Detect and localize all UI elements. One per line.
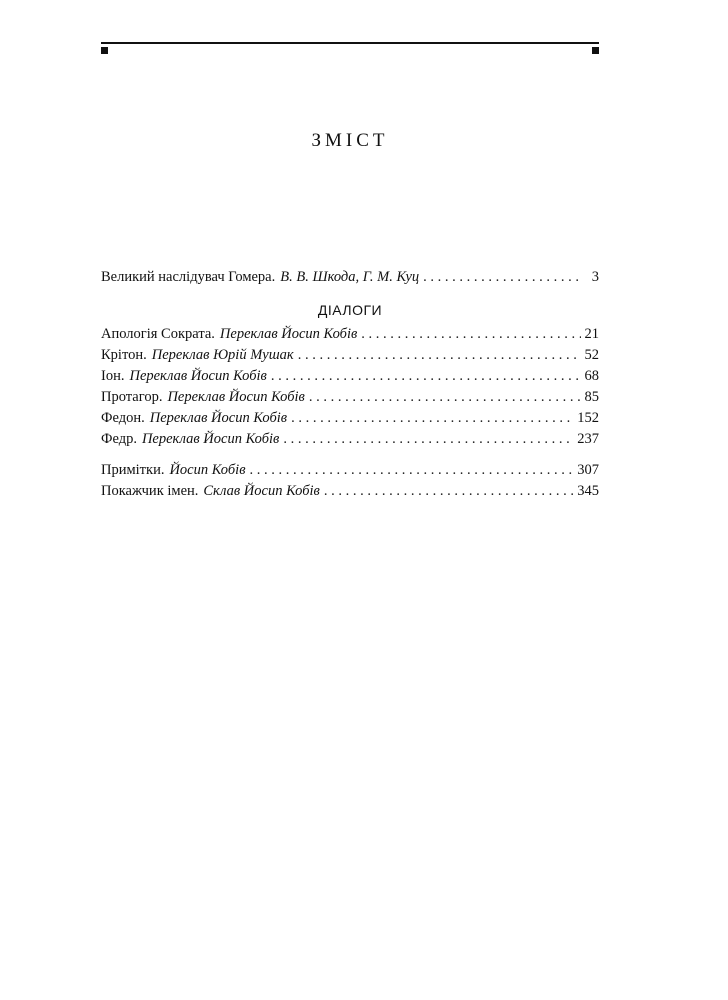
dot-leader [298,345,581,366]
entry-title: Крітон. [101,347,147,363]
entry-author: Переклав Йосип Кобів [149,410,288,426]
toc-entry[interactable] [101,267,599,288]
entry-page-number: 152 [577,410,599,426]
dot-leader [309,387,581,408]
entry-author: Склав Йосип Кобів [203,483,320,499]
entry-page-number: 307 [577,462,599,478]
entry-author: В. В. Шкода, Г. М. Куц [280,269,420,285]
dot-leader [291,408,573,429]
entry-author: Переклав Йосип Кобів [219,326,358,342]
entry-page-number: 345 [577,483,599,499]
entry-title: Покажчик імен. [101,483,199,499]
dot-leader [250,460,574,481]
dot-leader [271,366,581,387]
dot-leader [361,324,580,345]
entry-author: Переклав Йосип Кобів [167,389,305,405]
toc-entry[interactable] [101,408,599,429]
toc-entry[interactable] [101,345,599,366]
entry-author: Переклав Йосип Кобів [141,431,280,447]
toc-entry[interactable] [101,481,599,502]
dot-leader [324,481,573,502]
entry-page-number: 3 [591,269,599,285]
entry-title: Федон. [101,410,145,426]
toc-entry[interactable] [101,366,599,387]
dot-leader [283,429,573,450]
corner-mark-right [592,47,599,54]
entry-page-number: 237 [577,431,599,447]
page-title: ЗМІСТ [311,130,389,151]
entry-title: Примітки. [101,462,165,478]
entry-page-number: 85 [584,389,599,405]
entry-page-number: 68 [584,368,599,384]
dot-leader [423,267,581,288]
header-rule [101,42,599,44]
entry-author: Переклав Юрій Мушак [151,347,294,363]
entry-page-number: 21 [584,326,599,342]
toc-back-matter-group [101,460,599,502]
entry-title: Апологія Сократа. [101,326,215,342]
entry-title: Великий наслідувач Гомера. [101,269,276,285]
toc-entry[interactable] [101,429,599,450]
entry-title: Протагор. [101,389,163,405]
entry-author: Йосип Кобів [169,462,246,478]
entry-page-number: 52 [584,347,599,363]
toc-entry[interactable] [101,387,599,408]
entry-title: Іон. [101,368,125,384]
toc-entry[interactable] [101,324,599,345]
section-heading-dialogs: ДІАЛОГИ [317,302,383,318]
toc-intro-group [101,267,599,288]
entry-author: Переклав Йосип Кобів [129,368,267,384]
corner-mark-left [101,47,108,54]
toc-dialogs-group [101,324,599,450]
entry-title: Федр. [101,431,137,447]
toc-entry[interactable] [101,460,599,481]
